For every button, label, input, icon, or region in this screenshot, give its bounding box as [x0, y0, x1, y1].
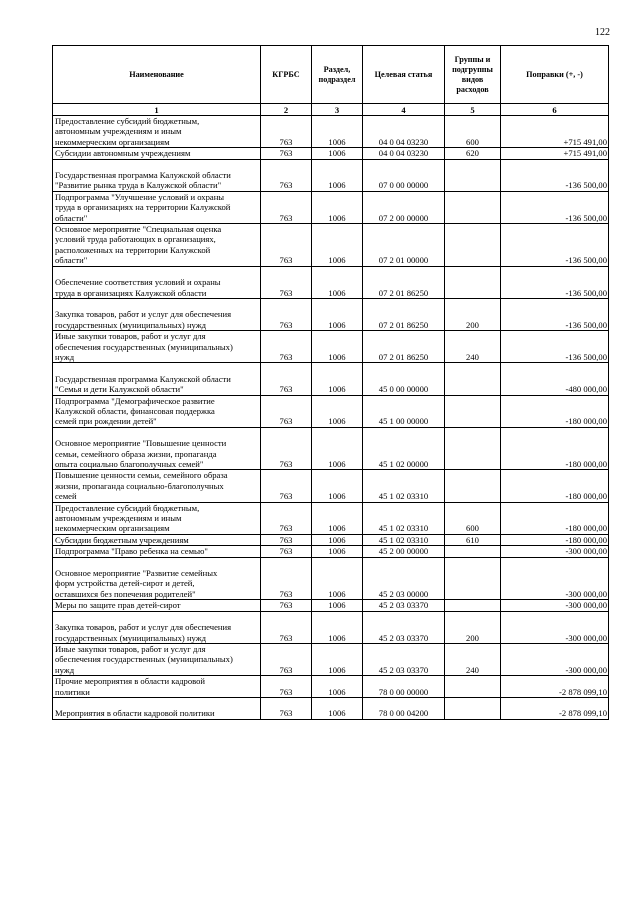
row-name: Подпрограмма "Демографическое развитие Калужской области, финансовая поддержка семей при рождении детей" — [53, 395, 261, 427]
row-section: 1006 — [312, 676, 363, 698]
row-expense-group — [445, 470, 501, 502]
row-target-article: 45 1 02 03310 — [363, 534, 445, 545]
row-amount: -180 000,00 — [501, 395, 609, 427]
row-name: Подпрограмма "Улучшение условий и охраны труда в организациях на территории Калужской области" — [53, 191, 261, 223]
row-expense-group — [445, 363, 501, 395]
table-row — [53, 331, 609, 363]
row-amount: -300 000,00 — [501, 557, 609, 600]
row-expense-group — [445, 697, 501, 719]
row-expense-group — [445, 600, 501, 611]
budget-amendments-table — [52, 45, 609, 720]
row-target-article: 07 2 00 00000 — [363, 191, 445, 223]
row-section: 1006 — [312, 191, 363, 223]
row-expense-group — [445, 427, 501, 470]
row-expense-group: 200 — [445, 298, 501, 330]
header-expense-groups: Группы и подгруппы видов расходов — [445, 46, 501, 104]
row-name: Субсидии автономным учреждениям — [53, 148, 261, 159]
column-number: 3 — [312, 104, 363, 116]
row-section: 1006 — [312, 266, 363, 298]
row-kgrbs: 763 — [261, 697, 312, 719]
row-amount: +715 491,00 — [501, 116, 609, 148]
row-name: Иные закупки товаров, работ и услуг для обеспечения государственных (муниципальных) нужд — [53, 331, 261, 363]
row-amount: -136 500,00 — [501, 191, 609, 223]
row-kgrbs: 763 — [261, 600, 312, 611]
row-kgrbs: 763 — [261, 502, 312, 534]
row-name: Обеспечение соответствия условий и охраны труда в организациях Калужской области — [53, 266, 261, 298]
header-kgrbs: КГРБС — [261, 46, 312, 104]
row-amount: -300 000,00 — [501, 600, 609, 611]
row-target-article: 07 2 01 86250 — [363, 298, 445, 330]
row-section: 1006 — [312, 600, 363, 611]
row-kgrbs: 763 — [261, 298, 312, 330]
row-amount: -300 000,00 — [501, 546, 609, 557]
row-expense-group: 600 — [445, 116, 501, 148]
row-target-article: 07 2 01 00000 — [363, 224, 445, 267]
table-row — [53, 298, 609, 330]
row-expense-group: 240 — [445, 643, 501, 675]
row-target-article: 07 2 01 86250 — [363, 266, 445, 298]
row-amount: -300 000,00 — [501, 643, 609, 675]
row-kgrbs: 763 — [261, 116, 312, 148]
row-target-article: 78 0 00 00000 — [363, 676, 445, 698]
row-kgrbs: 763 — [261, 191, 312, 223]
row-kgrbs: 763 — [261, 331, 312, 363]
row-amount: -480 000,00 — [501, 363, 609, 395]
row-name: Предоставление субсидий бюджетным, автономным учреждениям и иным некоммерческим организациям — [53, 502, 261, 534]
row-amount: -2 878 099,10 — [501, 676, 609, 698]
row-expense-group: 240 — [445, 331, 501, 363]
row-amount: -180 000,00 — [501, 427, 609, 470]
row-target-article: 45 2 03 00000 — [363, 557, 445, 600]
row-name: Иные закупки товаров, работ и услуг для обеспечения государственных (муниципальных) нужд — [53, 643, 261, 675]
row-section: 1006 — [312, 363, 363, 395]
row-section: 1006 — [312, 224, 363, 267]
row-target-article: 07 0 00 00000 — [363, 159, 445, 191]
row-section: 1006 — [312, 534, 363, 545]
header-amendments: Поправки (+, -) — [501, 46, 609, 104]
row-target-article: 45 1 02 03310 — [363, 470, 445, 502]
row-kgrbs: 763 — [261, 611, 312, 643]
row-target-article: 45 2 03 03370 — [363, 600, 445, 611]
row-expense-group — [445, 159, 501, 191]
table-row — [53, 395, 609, 427]
table-row — [53, 611, 609, 643]
row-kgrbs: 763 — [261, 224, 312, 267]
row-target-article: 78 0 00 04200 — [363, 697, 445, 719]
row-expense-group: 600 — [445, 502, 501, 534]
row-kgrbs: 763 — [261, 266, 312, 298]
row-amount: -180 000,00 — [501, 502, 609, 534]
column-number: 2 — [261, 104, 312, 116]
row-target-article: 45 2 00 00000 — [363, 546, 445, 557]
row-section: 1006 — [312, 395, 363, 427]
row-target-article: 04 0 04 03230 — [363, 116, 445, 148]
row-section: 1006 — [312, 546, 363, 557]
row-section: 1006 — [312, 557, 363, 600]
row-target-article: 45 0 00 00000 — [363, 363, 445, 395]
table-row — [53, 643, 609, 675]
column-number-row — [53, 104, 609, 116]
row-target-article: 45 2 03 03370 — [363, 643, 445, 675]
row-name: Субсидии бюджетным учреждениям — [53, 534, 261, 545]
table-row — [53, 159, 609, 191]
table-row — [53, 224, 609, 267]
row-kgrbs: 763 — [261, 159, 312, 191]
row-name: Закупка товаров, работ и услуг для обеспечения государственных (муниципальных) нужд — [53, 298, 261, 330]
row-amount: -180 000,00 — [501, 470, 609, 502]
row-amount: +715 491,00 — [501, 148, 609, 159]
header-section: Раздел, подраздел — [312, 46, 363, 104]
row-kgrbs: 763 — [261, 534, 312, 545]
column-number: 6 — [501, 104, 609, 116]
table-row — [53, 502, 609, 534]
row-section: 1006 — [312, 148, 363, 159]
table-row — [53, 600, 609, 611]
table-row — [53, 557, 609, 600]
row-kgrbs: 763 — [261, 557, 312, 600]
table-row — [53, 116, 609, 148]
table-row — [53, 266, 609, 298]
column-number: 5 — [445, 104, 501, 116]
row-section: 1006 — [312, 159, 363, 191]
table-row — [53, 676, 609, 698]
table-row — [53, 546, 609, 557]
row-amount: -300 000,00 — [501, 611, 609, 643]
row-kgrbs: 763 — [261, 546, 312, 557]
row-name: Государственная программа Калужской области "Семья и дети Калужской области" — [53, 363, 261, 395]
table-row — [53, 148, 609, 159]
row-section: 1006 — [312, 611, 363, 643]
row-expense-group — [445, 191, 501, 223]
row-expense-group — [445, 676, 501, 698]
row-target-article: 07 2 01 86250 — [363, 331, 445, 363]
row-target-article: 45 1 00 00000 — [363, 395, 445, 427]
row-expense-group — [445, 266, 501, 298]
row-name: Основное мероприятие "Развитие семейных форм устройства детей-сирот и детей, оставшихся без попечения родителей" — [53, 557, 261, 600]
row-target-article: 45 1 02 03310 — [363, 502, 445, 534]
row-section: 1006 — [312, 331, 363, 363]
row-name: Прочие мероприятия в области кадровой политики — [53, 676, 261, 698]
row-section: 1006 — [312, 643, 363, 675]
row-amount: -136 500,00 — [501, 159, 609, 191]
row-section: 1006 — [312, 697, 363, 719]
row-expense-group — [445, 224, 501, 267]
row-amount: -136 500,00 — [501, 298, 609, 330]
column-number: 4 — [363, 104, 445, 116]
row-amount: -136 500,00 — [501, 331, 609, 363]
row-amount: -180 000,00 — [501, 534, 609, 545]
row-name: Меры по защите прав детей-сирот — [53, 600, 261, 611]
row-name: Подпрограмма "Право ребенка на семью" — [53, 546, 261, 557]
header-target-article: Целевая статья — [363, 46, 445, 104]
row-amount: -136 500,00 — [501, 266, 609, 298]
row-name: Предоставление субсидий бюджетным, автономным учреждениям и иным некоммерческим организациям — [53, 116, 261, 148]
row-kgrbs: 763 — [261, 363, 312, 395]
table-row — [53, 427, 609, 470]
row-name: Основное мероприятие "Повышение ценности семьи, семейного образа жизни, пропаганда опыта социально благополучных семей" — [53, 427, 261, 470]
row-amount: -2 878 099,10 — [501, 697, 609, 719]
row-kgrbs: 763 — [261, 148, 312, 159]
row-kgrbs: 763 — [261, 395, 312, 427]
page-number: 122 — [595, 27, 610, 38]
table-row — [53, 470, 609, 502]
row-kgrbs: 763 — [261, 643, 312, 675]
table-row — [53, 534, 609, 545]
row-section: 1006 — [312, 298, 363, 330]
table-row — [53, 363, 609, 395]
header-row — [53, 46, 609, 104]
row-section: 1006 — [312, 470, 363, 502]
row-target-article: 45 2 03 03370 — [363, 611, 445, 643]
row-expense-group — [445, 546, 501, 557]
row-section: 1006 — [312, 427, 363, 470]
table-row — [53, 697, 609, 719]
table-row — [53, 191, 609, 223]
row-amount: -136 500,00 — [501, 224, 609, 267]
row-expense-group — [445, 557, 501, 600]
row-section: 1006 — [312, 502, 363, 534]
row-name: Закупка товаров, работ и услуг для обеспечения государственных (муниципальных) нужд — [53, 611, 261, 643]
row-section: 1006 — [312, 116, 363, 148]
row-name: Государственная программа Калужской области "Развитие рынка труда в Калужской области" — [53, 159, 261, 191]
row-kgrbs: 763 — [261, 676, 312, 698]
row-target-article: 45 1 02 00000 — [363, 427, 445, 470]
row-kgrbs: 763 — [261, 427, 312, 470]
row-expense-group — [445, 395, 501, 427]
row-name: Повышение ценности семьи, семейного образа жизни, пропаганда социально-благополучных семей — [53, 470, 261, 502]
row-target-article: 04 0 04 03230 — [363, 148, 445, 159]
row-kgrbs: 763 — [261, 470, 312, 502]
row-name: Основное мероприятие "Специальная оценка условий труда работающих в организациях, расположенных на территории Калужской области" — [53, 224, 261, 267]
row-expense-group: 200 — [445, 611, 501, 643]
header-name: Наименование — [53, 46, 261, 104]
row-expense-group: 620 — [445, 148, 501, 159]
row-expense-group: 610 — [445, 534, 501, 545]
row-name: Мероприятия в области кадровой политики — [53, 697, 261, 719]
column-number: 1 — [53, 104, 261, 116]
